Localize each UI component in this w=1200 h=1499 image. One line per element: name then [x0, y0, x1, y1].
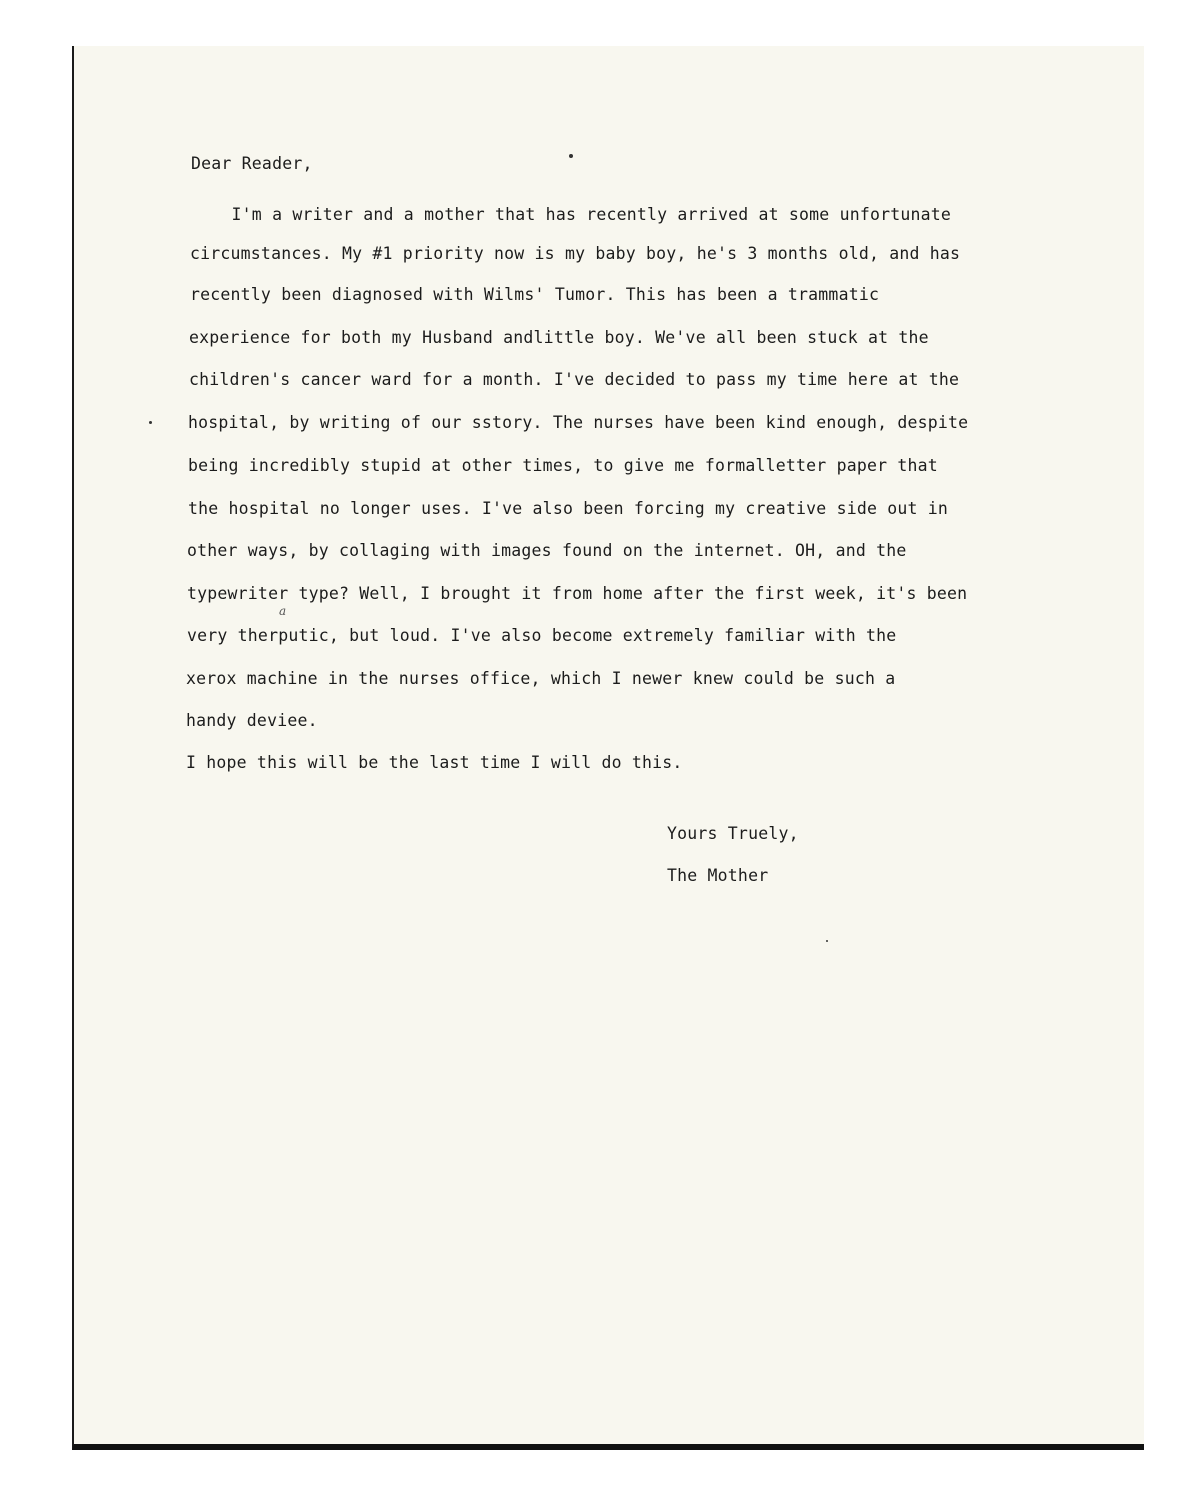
salutation: Dear Reader, — [191, 154, 313, 173]
body-line: being incredibly stupid at other times, to give me formalletter paper that — [188, 456, 938, 475]
body-line: hospital, by writing of our sstory. The nurses have been kind enough, despite — [188, 413, 969, 432]
body-line: circumstances. My #1 priority now is my baby boy, he's 3 months old, and has — [190, 244, 961, 263]
closing: Yours Truely, — [667, 824, 799, 843]
body-line: other ways, by collaging with images found on the internet. OH, and the — [187, 541, 907, 560]
body-line: the hospital no longer uses. I've also been forcing my creative side out in — [188, 499, 949, 518]
signature: The Mother — [667, 866, 769, 885]
body-line: very therputic, but loud. I've also become extremely familiar with the — [187, 626, 897, 645]
ink-speck — [826, 940, 828, 942]
handwritten-correction: a — [279, 604, 287, 618]
body-line: recently been diagnosed with Wilms' Tumor. This has been a trammatic — [190, 285, 880, 304]
body-line: xerox machine in the nurses office, which I newer knew could be such a — [186, 669, 896, 688]
body-line: handy deviee. — [186, 711, 318, 730]
ink-speck — [569, 154, 573, 158]
body-line: typewriter type? Well, I brought it from home after the first week, it's been — [187, 584, 968, 603]
body-line: children's cancer ward for a month. I've decided to pass my time here at the — [189, 370, 960, 389]
body-line: experience for both my Husband andlittle boy. We've all been stuck at the — [189, 328, 929, 347]
ink-speck — [149, 421, 152, 424]
final-line: I hope this will be the last time I will do this. — [186, 753, 683, 772]
body-line: I'm a writer and a mother that has recently arrived at some unfortunate — [191, 205, 952, 224]
